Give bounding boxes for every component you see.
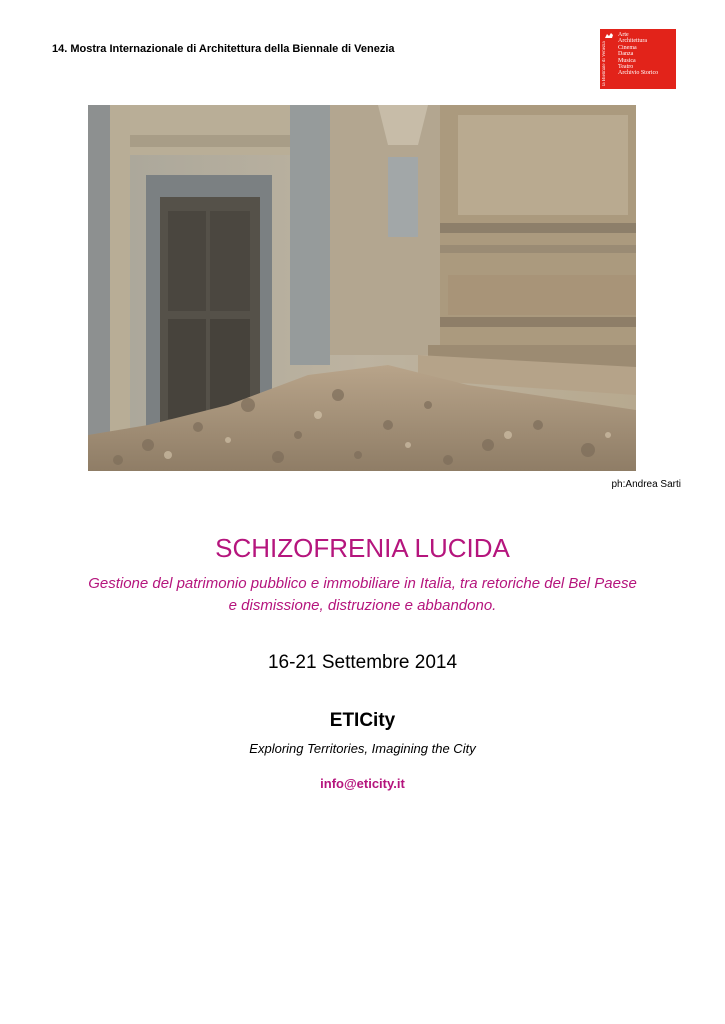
event-subtitle [40, 573, 685, 617]
logo-section-list [618, 32, 658, 77]
subtitle-line: e dismissione, distruzione e abbandono. [228, 597, 497, 614]
exhibition-header: 14. Mostra Internazionale di Architettura della Biennale di Venezia [52, 43, 395, 55]
logo-section: Teatro [618, 64, 634, 71]
biennale-logo [600, 29, 676, 89]
logo-section: Architettura [618, 38, 647, 45]
event-dates: 16-21 Settembre 2014 [267, 652, 458, 673]
logo-vertical-text: la Biennale di Venezia [602, 41, 607, 87]
logo-section: Arte [618, 32, 629, 38]
subtitle-line: Gestione del patrimonio pubblico e immobiliare in Italia, tra retoriche del Bel Paese [88, 575, 637, 592]
logo-section: Musica [618, 57, 636, 64]
event-title: SCHIZOFRENIA LUCIDA [215, 533, 510, 563]
organizer-name: ETICity [329, 710, 396, 731]
organizer-tagline: Exploring Territories, Imagining the City [249, 741, 476, 756]
contact-email-link[interactable]: info@eticity.it [320, 776, 405, 791]
logo-section: Cinema [618, 44, 637, 51]
winged-lion-icon [604, 32, 614, 40]
photo-credit: ph:Andrea Sarti [611, 479, 681, 490]
photo-illustration [88, 105, 636, 471]
logo-section: Archivio Storico [618, 70, 659, 77]
ruined-interior-photo [88, 105, 636, 471]
logo-section: Danza [618, 51, 634, 58]
